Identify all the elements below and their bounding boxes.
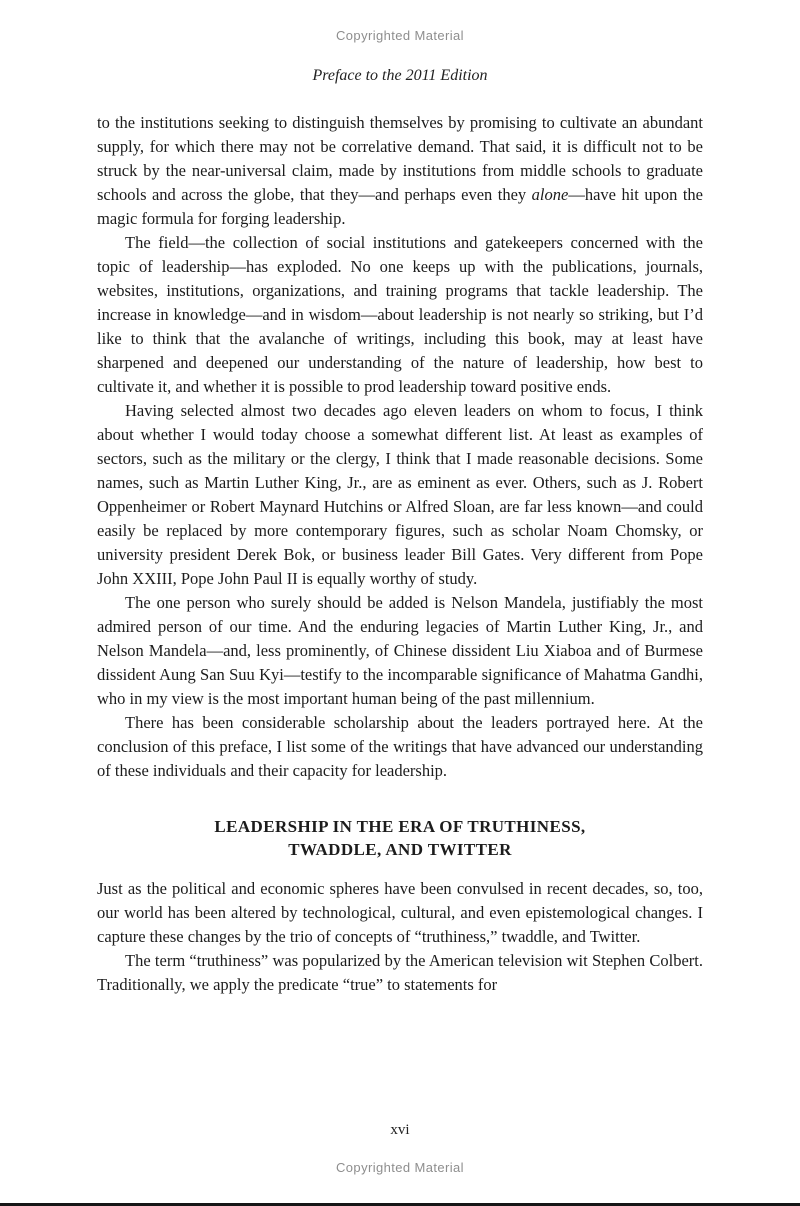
page-title: Preface to the 2011 Edition xyxy=(312,67,488,84)
paragraph-1 xyxy=(97,111,703,231)
paragraph-6: Just as the political and economic spheres have been convulsed in recent decades, so, too, our world has been altered by technological, cultural, and even epistemological changes. I capture these changes by the trio of concepts of “truthiness,” twaddle, and Twitter. xyxy=(97,879,703,946)
paragraph-1-post: —have hit upon the magic formula for forging leadership. xyxy=(97,185,703,228)
section-heading-line-1: LEADERSHIP IN THE ERA OF TRUTHINESS, xyxy=(214,817,586,836)
copyright-notice-bottom: Copyrighted Material xyxy=(336,1160,464,1175)
section-heading xyxy=(97,815,703,861)
paragraph-4: The one person who surely should be added is Nelson Mandela, justifiably the most admired person of our time. And the enduring legacies of Martin Luther King, Jr., and Nelson Mandela—and, less prominently, of Chinese dissident Liu Xiaboa and of Burmese dissident Aung San Suu Kyi—testify to the incomparable significance of Mahatma Gandhi, who in my view is the most important human being of the past millennium. xyxy=(97,593,703,708)
paragraph-2: The field—the collection of social institutions and gatekeepers concerned with the topic of leadership—has exploded. No one keeps up with the publications, journals, websites, institutions, organizations, and training programs that tackle leadership. The increase in knowledge—and in wisdom—about leadership is not nearly so striking, but I’d like to think that the avalanche of writings, including this book, may at least have sharpened and deepened our understanding of the nature of leadership, how best to cultivate it, and whether it is possible to prod leadership toward positive ends. xyxy=(97,233,703,396)
paragraph-7: The term “truthiness” was popularized by the American television wit Stephen Colbert. Traditionally, we apply the predicate “true” to statements for xyxy=(97,951,703,994)
copyright-notice-top: Copyrighted Material xyxy=(336,28,464,43)
paragraph-3: Having selected almost two decades ago eleven leaders on whom to focus, I think about whether I would today choose a somewhat different list. At least as examples of sectors, such as the military or the clergy, I think that I made reasonable decisions. Some names, such as Martin Luther King, Jr., are as eminent as ever. Others, such as J. Robert Oppenheimer or Robert Maynard Hutchins or Alfred Sloan, are far less known—and could easily be replaced by more contemporary figures, such as scholar Noam Chomsky, or university president Derek Bok, or business leader Bill Gates. Very different from Pope John XXIII, Pope John Paul II is equally worthy of study. xyxy=(97,401,703,588)
paragraph-1-italic-word: alone xyxy=(531,185,569,204)
paragraph-1-pre: to the institutions seeking to distinguish themselves by promising to cultivate an abundant supply, for which there may not be correlative demand. That said, it is difficult not to be struck by the near-universal claim, made by institutions from middle schools to graduate schools and across the globe, that they—and perhaps even they xyxy=(97,113,703,204)
section-heading-line-2: TWADDLE, AND TWITTER xyxy=(288,840,512,859)
paragraph-5: There has been considerable scholarship about the leaders portrayed here. At the conclusion of this preface, I list some of the writings that have advanced our understanding of these individuals and their capacity for leadership. xyxy=(97,713,703,780)
page-number: xvi xyxy=(390,1122,410,1138)
body-text-block xyxy=(97,111,703,997)
